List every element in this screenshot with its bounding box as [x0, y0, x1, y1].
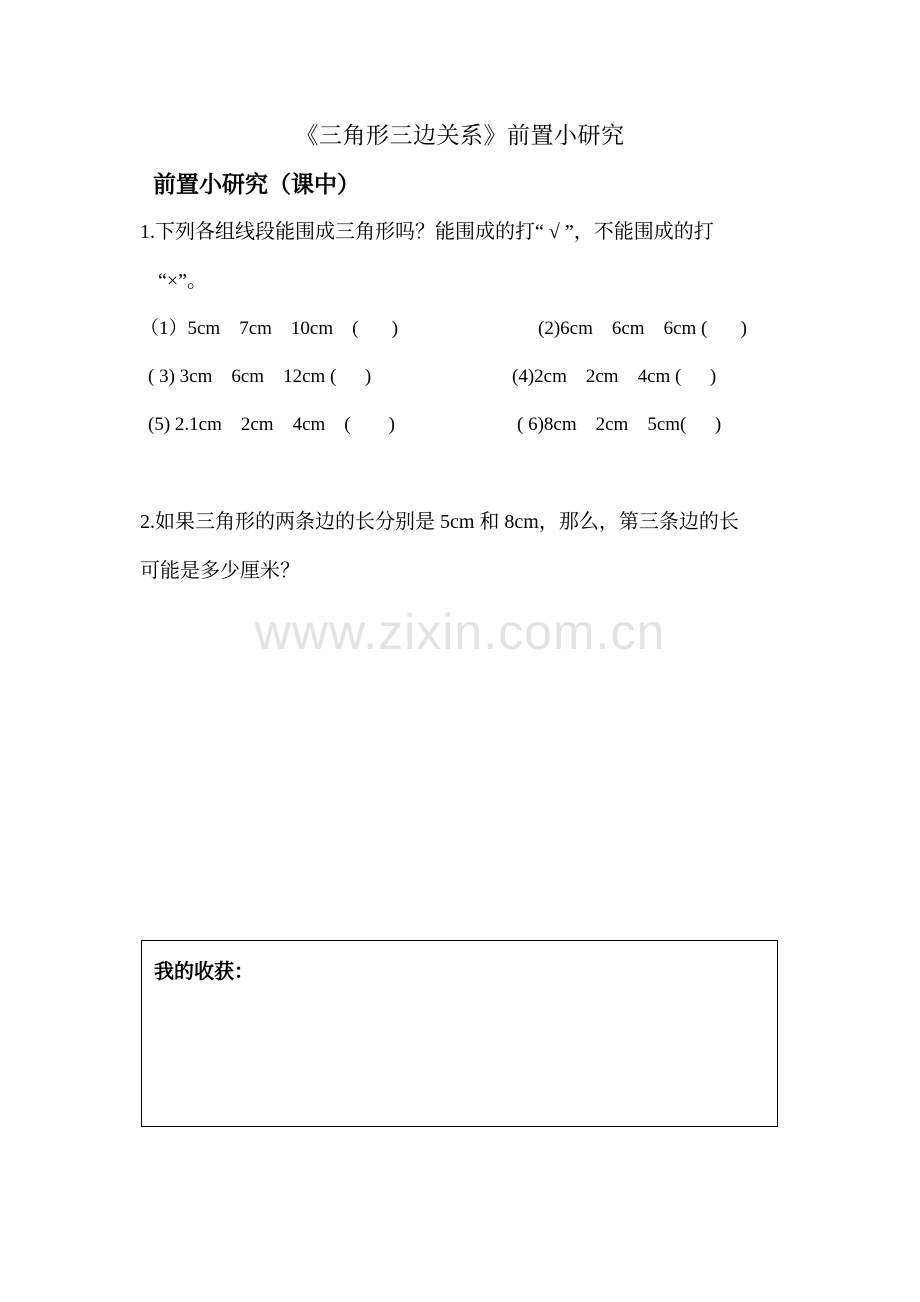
question-1-item-2: (2)6cm 6cm 6cm ( )	[538, 318, 747, 339]
question-1-item-4: (4)2cm 2cm 4cm ( )	[512, 366, 717, 387]
question-1-item-3: ( 3) 3cm 6cm 12cm ( )	[148, 366, 372, 387]
question-1-prompt: 1.下列各组线段能围成三角形吗？能围成的打“ √ ”，不能围成的打	[140, 221, 714, 243]
watermark: www.zixin.com.cn	[254, 604, 666, 660]
question-1-item-5: (5) 2.1cm 2cm 4cm ( )	[148, 414, 395, 435]
question-2-prompt: 2.如果三角形的两条边的长分别是 5cm 和 8cm，那么，第三条边的长	[140, 511, 739, 533]
question-2-prompt-continued: 可能是多少厘米？	[140, 560, 300, 582]
my-gains-box	[141, 940, 778, 1127]
section-title: 前置小研究（课中）	[153, 172, 360, 198]
question-1-item-1: （1）5cm 7cm 10cm ( )	[140, 318, 399, 339]
question-1-item-6: ( 6)8cm 2cm 5cm( )	[517, 414, 722, 435]
my-gains-label: 我的收获：	[154, 959, 254, 983]
question-1-prompt-continued: “×”。	[158, 270, 208, 292]
page-title: 《三角形三边关系》前置小研究	[295, 123, 625, 148]
